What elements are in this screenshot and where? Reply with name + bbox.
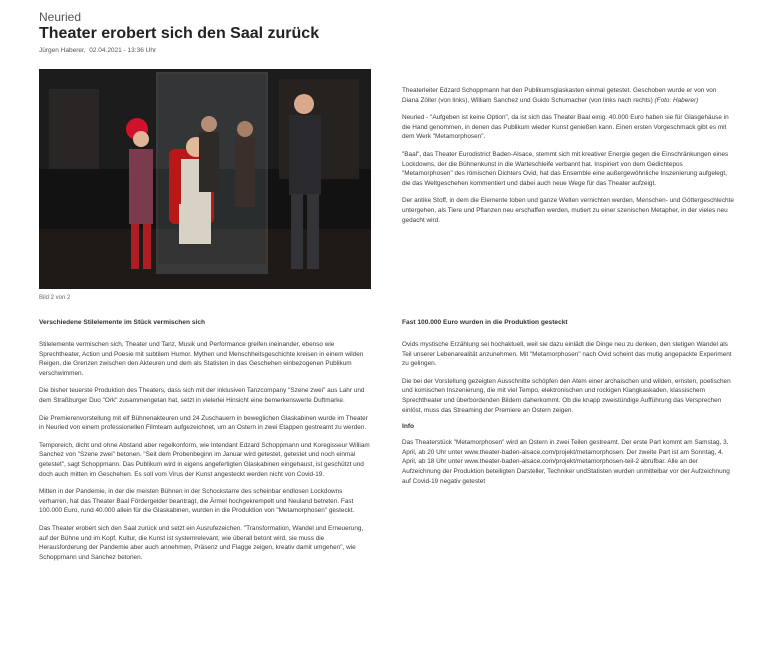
body-paragraph: "Baal", das Theater Eurodistrict Baden-Alsace, stemmt sich mit kreativer Energie gegen die Einschränkungen eines Lockdowns, der die Bühnenkunst in die Warteschleife verbannt hat. Inspiriert von dem Gedichtepos "Metamorphosen" des römischen Dichters Ovid, hat das Ensemble eine außergewöhnliche Inszenierung aufgelegt, die das Weltgeschehen kommentiert und dabei auch neue Wege für das Theater aufzeigt. (402, 150, 729, 187)
right-column (402, 319, 734, 494)
left-column (39, 319, 371, 570)
article-byline (39, 47, 156, 54)
body-paragraph: Stilelemente vermischen sich, Theater und Tanz, Musik und Performance greifen ineinander, ebenso wie Sprechtheater, Action und Poesie mit subtilem Humor. Mythen und Menschheitsgeschichte kreisen in einem wilden Reigen, die Grenzen zwischen den Akteuren und dem als Statisten in das Geschehen einbezogenen Publikum verschwimmen. (39, 341, 364, 377)
photo-credit: (Foto: Haberer) (654, 96, 699, 104)
stage-photo-illustration (39, 69, 371, 289)
body-paragraph: Ovids mystische Erzählung sei hochaktuell, weil sie dazu einlädt die Dinge neu zu denken, den stetigen Wandel als Teil unserer Lebenarealität anzunehmen. Mit "Metamorphosen" nach Ovid scheint das mutig angepackte Experiment zu gelingen. (402, 341, 732, 368)
section-heading: Fast 100.000 Euro wurden in die Produktion gesteckt (402, 319, 568, 326)
body-paragraph: Die bei der Vorstellung gezeigten Ausschnitte schöpfen den Atem einer archaischen und wilden, ernsten, poetischen und komischen Inszenierung, die mit viel Tempo, elektronischen und rockigen Klangkaskaden, klassischem Sprechtheater und überbordenden Bildern daherkommt. Ob die knapp zweistündige Aufführung das Versprechen einlöst, muss das Streaming der Premiere an Ostern zeigen. (402, 377, 731, 414)
article-kicker: Neuried (39, 10, 82, 24)
photo-caption (402, 86, 734, 105)
info-heading: Info (402, 423, 415, 431)
body-paragraph: Das Theater erobert sich den Saal zurück und setzt ein Ausrufezeichen. "Transformation, Wandel und Erneuerung, auf der Bühne und im Kopf, Kultur, die Kunst ist systemrelevant, wie überall betont wird, sie muss die Herausforderung der Pandemie aber auch annehmen, Präsenz und Flagge zeigen, kreativ damit umgehen", wie Schoppmann und Sanchez betonen. (39, 524, 364, 561)
lead-paragraph: Neuried - "Aufgeben ist keine Option", da ist sich das Theater Baal einig. 40.000 Euro haben sie für Glasgehäuse in die Hand genommen, in denen das Publikum wieder Kunst genießen kann. Einen ersten Vorgeschmack gibt es mit dem Werk "Metamorphosen". (402, 114, 729, 141)
lead-column (402, 86, 734, 233)
body-paragraph: Der antike Stoff, in dem die Elemente toben und ganze Welten vernichten werden, Menschen- und Göttergeschlechte untergehen, als Tiere und Pflanzen neu erschaffen werden, mutiert zu einer szenischen Metapher, in der vieles neu gedacht wird. (402, 197, 734, 224)
author-name: Jürgen Haberer, (39, 47, 86, 54)
article-headline: Theater erobert sich den Saal zurück (39, 25, 320, 42)
body-paragraph: Die bisher teuerste Produktion des Theaters, dass sich mit der inklusiven Tanzcompany "Szene zwei" aus Lahr und dem Straßburger Duo "Ork" zusammengetan hat, setzt in vielerlei Hinsicht eine bemerkenswerte Duftmarke. (39, 387, 365, 404)
body-paragraph: Die Premierenvorstellung mit elf Bühnenakteuren und 24 Zuschauern in beweglichen Glaskabinen wurde im Theater in Neuried von einem professionellen Filmteam aufgezeichnet, um an Ostern in zwei Etappen gestreamt zu werden. (39, 414, 368, 432)
info-paragraph: Das Theaterstück "Metamorphosen" wird an Ostern in zwei Teilen gestreamt. Der erste Part kommt am Samstag, 3. April, ab 20 Uhr unter www.theater-baden-alsace.com/projekt/metamorphosen. Der zweite Part ist am Sonntag, 4. April, ab 18 Uhr unter www.theater-baden-alsace.com/projekt/metamorphosen-teil-2 abrufbar. Alle an der Aufzeichnung der Produktion beteiligten Darsteller, Techniker undStatisten wurden unmittelbar vor der Aufzeichnung auf Covid-19 negativ getestet (402, 439, 730, 485)
article-photo[interactable] (39, 69, 371, 289)
publish-date: 02.04.2021 - 13:36 Uhr (89, 47, 157, 54)
body-paragraph: Temporeich, dicht und ohne Abstand aber regelkonform, wie Intendant Edzard Schoppmann und Koregisseur William Sanchez von "Szene zwei" betonen. "Seit dem Probenbeginn im Januar wird getestet, getestet und noch einmal getestet", sagt Schoppmann. Das Publikum wird in eigens angefertigten Glaskabinen eingehaust, ist geschützt und doch auch mitten im Geschehen. Es soll vom Virus der Kunst angesteckt werden nicht von Covid-19. (39, 441, 370, 478)
body-paragraph: Mitten in der Pandemie, in der die meisten Bühnen in der Schockstarre des scheinbar endlosen Lockdowns verharren, hat das Theater Baal Fördergelder beantragt, die Ärmel hochgekrempelt und Neuland betreten. Fast 100.000 Euro, rund 40.000 allein für die Glaskabinen, wurden in die Produktion von "Metamorphosen" gesteckt. (39, 488, 355, 515)
section-heading: Verschiedene Stilelemente im Stück vermischen sich (39, 319, 206, 326)
image-counter: Bild 2 von 2 (39, 295, 71, 301)
photo-caption-text: Theaterleiter Edzard Schoppmann hat den Publikumsglaskasten einmal getestet. Geschoben wurde er von von Diana Zöller (von links), William Sanchez und Guido Schumacher (von links nach rechts) (402, 87, 717, 104)
